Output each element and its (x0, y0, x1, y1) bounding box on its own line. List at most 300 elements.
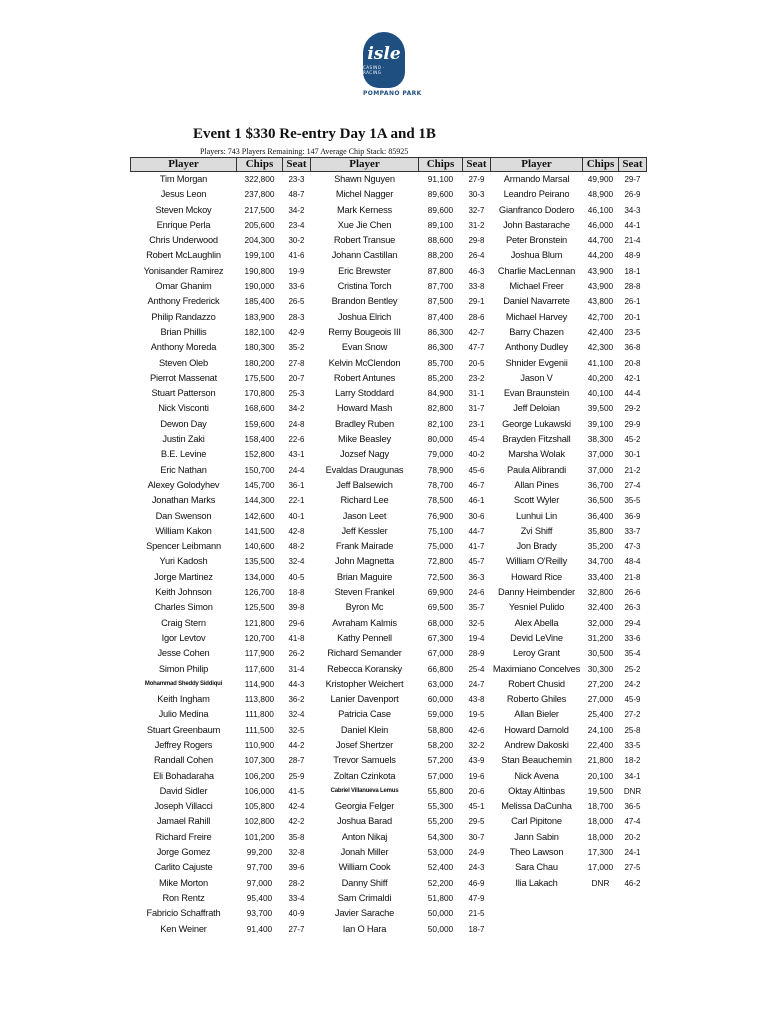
player-name: Craig Stern (161, 617, 206, 628)
chip-count: 205,600 (244, 219, 275, 230)
seat: DNR (623, 786, 642, 796)
seat: 23-2 (468, 373, 485, 383)
chip-count: 30,300 (587, 663, 614, 674)
player-name: Joseph Villacci (154, 801, 213, 812)
seat: 42-4 (288, 802, 305, 812)
chip-count: 86,300 (427, 342, 454, 353)
player-name: Zoltan Czinkota (333, 770, 396, 781)
seat: 26-2 (288, 649, 305, 659)
player-name: Kathy Pennell (337, 632, 392, 643)
player-name: Gianfranco Dodero (498, 204, 575, 215)
seat: 36-1 (288, 480, 305, 490)
player-name: Ilia Lakach (515, 877, 558, 888)
chip-count: 82,800 (427, 403, 454, 414)
player-name: Devid LeVine (510, 632, 563, 643)
chip-count: 40,200 (587, 372, 614, 383)
chip-count: 150,700 (244, 464, 275, 475)
player-name: Yuri Kadosh (159, 556, 208, 567)
chip-count: 87,700 (427, 281, 454, 292)
seat: 30-2 (288, 236, 305, 246)
seat: 46-1 (468, 496, 485, 506)
seat: 30-7 (468, 832, 485, 842)
chip-count: 55,300 (427, 801, 454, 812)
seat: 45-9 (624, 695, 641, 705)
chip-count: 46,100 (587, 204, 614, 215)
player-name (491, 922, 583, 937)
player-name: Cristina Torch (337, 281, 392, 292)
event-title: Event 1 $330 Re-entry Day 1A and 1B (193, 126, 436, 142)
player-name (491, 891, 583, 906)
table-row (131, 570, 647, 585)
chip-count: 36,700 (587, 479, 614, 490)
player-name: Robert McLaughlin (146, 250, 221, 261)
chip-count: 25,400 (587, 709, 614, 720)
chip-count: 182,100 (244, 326, 275, 337)
seat: 20-6 (468, 786, 485, 796)
seat: 44-4 (624, 389, 641, 399)
table-row (131, 631, 647, 646)
seat: 42-7 (468, 327, 485, 337)
chip-count: 18,700 (587, 801, 614, 812)
chip-count: 105,800 (244, 801, 275, 812)
player-name: Mike Morton (159, 877, 208, 888)
table-row (131, 906, 647, 921)
table-row (131, 799, 647, 814)
player-name: Nick Visconti (158, 403, 209, 414)
table-row (131, 478, 647, 493)
seat: 34-2 (288, 205, 305, 215)
chip-count: 35,800 (587, 525, 614, 536)
table-row (131, 432, 647, 447)
chip-count: 125,500 (244, 602, 275, 613)
seat: 47-7 (468, 343, 485, 353)
seat: 41-5 (288, 786, 305, 796)
chip-count: 170,800 (244, 388, 275, 399)
player-name: Richard Freire (155, 831, 212, 842)
player-name: Frank Mairade (335, 541, 394, 552)
chip-count: 69,900 (427, 587, 454, 598)
chip-count: 21,800 (587, 755, 614, 766)
player-name: Daniel Klein (340, 724, 389, 735)
player-name: Johann Castillan (331, 250, 398, 261)
seat: 29-1 (468, 297, 485, 307)
seat: 39-8 (288, 603, 305, 613)
table-row (131, 218, 647, 233)
seat: 25-9 (288, 771, 305, 781)
chip-count: 89,600 (427, 189, 454, 200)
chip-count: 87,800 (427, 265, 454, 276)
chip-count: 152,800 (244, 449, 275, 460)
seat: 25-2 (624, 664, 641, 674)
table-row (131, 294, 647, 309)
player-name: Larry Stoddard (335, 388, 394, 399)
chip-count: 42,300 (587, 342, 614, 353)
chip-count: 85,200 (427, 372, 454, 383)
chip-count: 38,300 (587, 434, 614, 445)
seat: 21-4 (624, 236, 641, 246)
seat: 28-3 (288, 312, 305, 322)
chip-count: 78,900 (427, 464, 454, 475)
seat (619, 891, 647, 906)
table-row (131, 753, 647, 768)
seat: 33-7 (624, 526, 641, 536)
seat: 26-3 (624, 603, 641, 613)
chip-count: 87,500 (427, 296, 454, 307)
player-name: Joshua Barad (337, 816, 392, 827)
seat: 45-6 (468, 465, 485, 475)
seat: 29-8 (468, 236, 485, 246)
table-row (131, 310, 647, 325)
chip-count: 101,200 (244, 831, 275, 842)
table-row (131, 891, 647, 906)
seat: 43-9 (468, 756, 485, 766)
chip-count: 42,700 (587, 311, 614, 322)
chip-count: 91,100 (427, 174, 454, 184)
chip-count: 99,200 (246, 847, 273, 858)
player-name: Trevor Samuels (333, 755, 396, 766)
seat: 46-9 (468, 878, 485, 888)
chip-count: 55,800 (427, 785, 454, 796)
seat: 18-2 (624, 756, 641, 766)
column-header: Player (311, 158, 419, 172)
player-name: Georgia Felger (334, 801, 395, 812)
seat: 41-8 (288, 633, 305, 643)
seat: 34-3 (624, 205, 641, 215)
player-name: Yonisander Ramirez (143, 265, 224, 276)
header-row (131, 158, 647, 172)
chip-count: 180,300 (244, 342, 275, 353)
player-name: Jeff Balsewich (336, 479, 393, 490)
seat: 36-3 (468, 572, 485, 582)
chip-count: 50,000 (427, 908, 454, 919)
player-name: B.E. Levine (160, 449, 207, 460)
player-name: Michel Nagger (335, 189, 394, 200)
player-name: Jozsef Nagy (340, 449, 389, 460)
seat: 30-1 (624, 450, 641, 460)
chip-count: 19,500 (587, 785, 614, 796)
logo-brand: isle (367, 44, 401, 64)
seat: 48-2 (288, 542, 305, 552)
chip-count: 217,500 (244, 204, 275, 215)
seat: 32-4 (288, 710, 305, 720)
chip-count: 43,900 (587, 281, 614, 292)
seat: 29-5 (468, 817, 485, 827)
seat: 31-4 (288, 664, 305, 674)
player-name: Nick Avena (514, 770, 559, 781)
chip-count: 111,500 (245, 724, 274, 735)
column-header: Seat (283, 158, 311, 172)
seat: 42-9 (288, 327, 305, 337)
chip-count: 52,400 (427, 862, 454, 873)
seat: 32-8 (288, 848, 305, 858)
seat: 24-8 (288, 419, 305, 429)
seat: 46-3 (468, 266, 485, 276)
table-row (131, 172, 647, 188)
seat: 33-6 (624, 633, 641, 643)
seat: 39-6 (288, 863, 305, 873)
table-row (131, 769, 647, 784)
seat: 43-8 (468, 695, 485, 705)
chip-count: 322,800 (244, 174, 275, 184)
player-name: Anthony Dudley (505, 342, 568, 353)
chip-count: 32,800 (587, 587, 614, 598)
seat: 33-6 (288, 282, 305, 292)
seat: 18-8 (288, 588, 305, 598)
chip-count (583, 922, 619, 937)
player-name: Jorge Martinez (154, 571, 213, 582)
seat: 46-7 (468, 480, 485, 490)
chip-count: 134,000 (244, 571, 275, 582)
table-row (131, 616, 647, 631)
seat: 27-7 (288, 924, 305, 934)
chip-count: 63,000 (427, 678, 454, 689)
table-row (131, 554, 647, 569)
seat: 32-4 (288, 557, 305, 567)
chip-count: 88,200 (427, 250, 454, 261)
player-name: Chris Underwood (149, 235, 218, 246)
logo-tagline: CASINO · RACING (363, 65, 385, 75)
player-name: Javier Sarache (334, 908, 395, 919)
table-row (131, 386, 647, 401)
chip-count: 57,000 (427, 770, 454, 781)
player-name: Mohammad Sheddy Siddiqui (144, 680, 223, 687)
table-row (131, 600, 647, 615)
chip-count: 135,500 (244, 556, 275, 567)
player-name: Maximiano Concelves (492, 663, 581, 674)
chip-count: 44,200 (587, 250, 614, 261)
player-name: Shnider Evgenii (505, 357, 568, 368)
chip-count: 80,000 (427, 434, 454, 445)
player-name: Carl Pipitone (511, 816, 562, 827)
seat: 28-9 (468, 649, 485, 659)
seat: 24-2 (624, 679, 641, 689)
seat: 26-6 (624, 588, 641, 598)
seat: 24-1 (624, 848, 641, 858)
chip-count: 107,300 (244, 755, 275, 766)
chip-count: 34,700 (587, 556, 614, 567)
seat: 23-4 (288, 220, 305, 230)
chip-count: 78,700 (427, 479, 454, 490)
player-name: Eric Brewster (338, 265, 391, 276)
table-row (131, 248, 647, 263)
chip-count (583, 906, 619, 921)
seat: 34-2 (288, 404, 305, 414)
event-stats: Players: 743 Players Remaining: 147 Average Chip Stack: 85925 (200, 147, 409, 156)
seat: 26-5 (288, 297, 305, 307)
chip-count: 89,600 (427, 204, 454, 215)
chip-count: 33,400 (587, 571, 614, 582)
player-name: Patricia Case (338, 709, 391, 720)
chip-count: 72,500 (427, 571, 454, 582)
seat: 23-1 (468, 419, 485, 429)
seat: 45-4 (468, 435, 485, 445)
seat: 20-2 (624, 832, 641, 842)
player-name: Rebecca Koransky (327, 663, 402, 674)
chip-count: 97,700 (246, 862, 273, 873)
table-row (131, 860, 647, 875)
chip-count: 52,200 (427, 877, 454, 888)
logo-location: POMPANO PARK (363, 90, 422, 97)
seat: 20-5 (468, 358, 485, 368)
chip-count: 113,800 (244, 694, 275, 705)
seat: 33-5 (624, 740, 641, 750)
chip-count: 48,900 (587, 189, 614, 200)
chip-count: 49,900 (587, 174, 614, 184)
chip-count: 41,100 (587, 357, 614, 368)
player-name: Xue Jie Chen (337, 219, 392, 230)
seat: 33-8 (468, 282, 485, 292)
player-name: Oktay Altinbas (508, 785, 565, 796)
player-name: Dan Swenson (155, 510, 212, 521)
table-row (131, 784, 647, 799)
seat: 31-7 (468, 404, 485, 414)
player-name: Paula Alibrandi (506, 464, 567, 475)
chip-count: 50,000 (427, 923, 454, 934)
seat: 25-4 (468, 664, 485, 674)
player-name (491, 906, 583, 921)
chip-count: DNR (591, 877, 610, 888)
seat: 47-4 (624, 817, 641, 827)
player-name: Leandro Peirano (503, 189, 570, 200)
seat: 18-1 (624, 266, 641, 276)
chip-count: 43,800 (587, 296, 614, 307)
seat: 42-8 (288, 526, 305, 536)
table-row (131, 646, 647, 661)
seat: 19-6 (468, 771, 485, 781)
player-name: Jeffrey Rogers (154, 739, 213, 750)
chip-count: 175,500 (244, 372, 275, 383)
seat: 31-1 (468, 389, 485, 399)
player-name: Jesus Leon (160, 189, 207, 200)
seat: 32-5 (288, 725, 305, 735)
chip-count: 82,100 (427, 418, 454, 429)
player-name: Bradley Ruben (335, 418, 394, 429)
player-name: Dewon Day (160, 418, 207, 429)
chip-count: 190,000 (244, 281, 275, 292)
table-row (131, 233, 647, 248)
chip-count-table (130, 157, 647, 937)
table-row (131, 922, 647, 937)
chip-count: 142,600 (244, 510, 275, 521)
seat: 26-1 (624, 297, 641, 307)
chip-count: 68,000 (427, 617, 454, 628)
player-name: Brayden Fitzshall (502, 434, 571, 445)
table-row (131, 493, 647, 508)
chip-count: 35,200 (587, 541, 614, 552)
player-name: Danny Heimbender (498, 587, 575, 598)
chip-count: 75,000 (427, 541, 454, 552)
player-name: Kristopher Weichert (325, 678, 404, 689)
chip-count: 32,000 (587, 617, 614, 628)
chip-count: 126,700 (244, 587, 275, 598)
logo-badge (363, 32, 405, 88)
chip-count: 114,900 (244, 678, 275, 689)
chip-count: 53,000 (427, 847, 454, 858)
player-name: Omar Ghanim (155, 281, 212, 292)
chip-count: 17,300 (587, 847, 614, 858)
seat: 48-4 (624, 557, 641, 567)
player-name: Armando Marsal (503, 174, 570, 184)
chip-count: 159,600 (244, 418, 275, 429)
seat: 29-9 (624, 419, 641, 429)
seat: 44-1 (624, 220, 641, 230)
player-name: Scott Wyler (513, 495, 560, 506)
player-name: Spencer Leibmann (146, 541, 221, 552)
player-name: Steven Mckoy (155, 204, 212, 215)
player-name: Avraham Kalmis (332, 617, 397, 628)
player-name: William Kakon (155, 525, 212, 536)
chip-count: 144,300 (244, 495, 275, 506)
seat: 33-4 (288, 893, 305, 903)
player-name: Danny Shiff (341, 877, 388, 888)
chip-count: 117,600 (244, 663, 275, 674)
player-name: John Bastarache (503, 219, 570, 230)
player-name: Michael Harvey (505, 311, 568, 322)
player-name: Roberto Ghiles (506, 694, 567, 705)
chip-count: 39,500 (587, 403, 614, 414)
seat: 36-8 (624, 343, 641, 353)
seat: 28-6 (468, 312, 485, 322)
player-name: George Lukawski (502, 418, 571, 429)
player-name: Evan Snow (341, 342, 388, 353)
seat: 28-7 (288, 756, 305, 766)
chip-count: 36,500 (587, 495, 614, 506)
seat: 35-2 (288, 343, 305, 353)
table-row (131, 463, 647, 478)
isle-logo (363, 32, 422, 104)
chip-count: 42,400 (587, 326, 614, 337)
seat: 35-7 (468, 603, 485, 613)
chip-count: 185,400 (244, 296, 275, 307)
player-name: Peter Bronstein (505, 235, 568, 246)
seat: 42-1 (624, 373, 641, 383)
seat (619, 922, 647, 937)
chip-count: 27,000 (587, 694, 614, 705)
chip-count: 95,400 (246, 892, 273, 903)
player-name: Igor Levtov (161, 632, 206, 643)
player-name: Simon Philip (158, 663, 209, 674)
chip-count: 58,800 (427, 724, 454, 735)
seat: 22-1 (288, 496, 305, 506)
player-name: Leroy Grant (513, 648, 560, 659)
chip-count: 199,100 (244, 250, 275, 261)
seat: 21-2 (624, 465, 641, 475)
chip-count: 87,400 (427, 311, 454, 322)
table-row (131, 723, 647, 738)
player-name: Jeff Deloian (513, 403, 560, 414)
table-row (131, 738, 647, 753)
chip-count: 145,700 (244, 479, 275, 490)
seat: 21-8 (624, 572, 641, 582)
player-name: Lunhui Lin (516, 510, 557, 521)
player-name: Lanier Davenport (330, 694, 399, 705)
player-name: Tim Morgan (159, 174, 208, 184)
player-name: Marsha Wolak (508, 449, 565, 460)
player-name: Robert Transue (333, 235, 396, 246)
player-name: William O'Reilly (505, 556, 568, 567)
table-row (131, 447, 647, 462)
player-name: Sara Chau (515, 862, 558, 873)
seat: 45-1 (468, 802, 485, 812)
chip-count: 140,600 (244, 541, 275, 552)
chip-count: 180,200 (244, 357, 275, 368)
table-row (131, 509, 647, 524)
seat: 43-1 (288, 450, 305, 460)
seat: 45-7 (468, 557, 485, 567)
chip-count: 57,200 (427, 755, 454, 766)
seat: 25-3 (288, 389, 305, 399)
player-name: Eli Bohadaraha (153, 770, 214, 781)
